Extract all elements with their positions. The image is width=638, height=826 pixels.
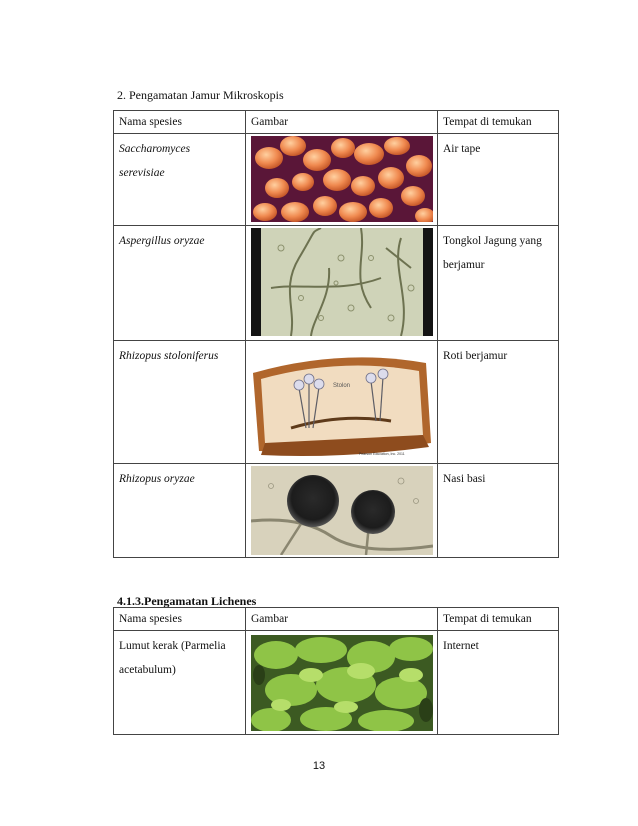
aspergillus-hyphae-image: [251, 228, 433, 336]
sporangia-micrograph-image: [251, 466, 433, 555]
section-heading-fungi: 2. Pengamatan Jamur Mikroskopis: [117, 88, 284, 102]
species-name: Aspergillus oryzae: [114, 226, 246, 341]
bread-mold-diagram-image: [251, 343, 433, 461]
location: Internet: [438, 631, 559, 735]
lichen-table: [113, 607, 559, 735]
stolon-label: Stolon: [333, 383, 351, 389]
yeast-cells-image: [251, 136, 433, 222]
header-location: Tempat di temukan: [438, 608, 559, 631]
image-cell: [246, 631, 438, 735]
table-row: [114, 226, 559, 341]
table-header-row: [114, 608, 559, 631]
lichen-photo-image: [251, 635, 433, 731]
table-row: [114, 341, 559, 464]
image-cell: [246, 226, 438, 341]
image-credit: Pearson Education, Inc. 2011: [359, 452, 405, 456]
section-heading-lichenes: 4.1.3.Pengamatan Lichenes: [117, 594, 257, 608]
table-row: [114, 464, 559, 558]
table-row: [114, 631, 559, 735]
location: Roti berjamur: [438, 341, 559, 464]
location: Tongkol Jagung yang berjamur: [438, 226, 559, 341]
species-name: Rhizopus oryzae: [114, 464, 246, 558]
table-row: [114, 134, 559, 226]
species-name: Lumut kerak (Parmelia acetabulum): [114, 631, 246, 735]
header-image: Gambar: [246, 608, 438, 631]
location: Nasi basi: [438, 464, 559, 558]
header-species: Nama spesies: [114, 111, 246, 134]
fungi-table: [113, 110, 559, 558]
species-name: Rhizopus stoloniferus: [114, 341, 246, 464]
image-cell: [246, 341, 438, 464]
species-name: Saccharomyces serevisiae: [114, 134, 246, 226]
header-image: Gambar: [246, 111, 438, 134]
image-cell: [246, 134, 438, 226]
image-cell: [246, 464, 438, 558]
table-header-row: [114, 111, 559, 134]
header-species: Nama spesies: [114, 608, 246, 631]
location: Air tape: [438, 134, 559, 226]
header-location: Tempat di temukan: [438, 111, 559, 134]
page-number: 13: [312, 760, 326, 772]
